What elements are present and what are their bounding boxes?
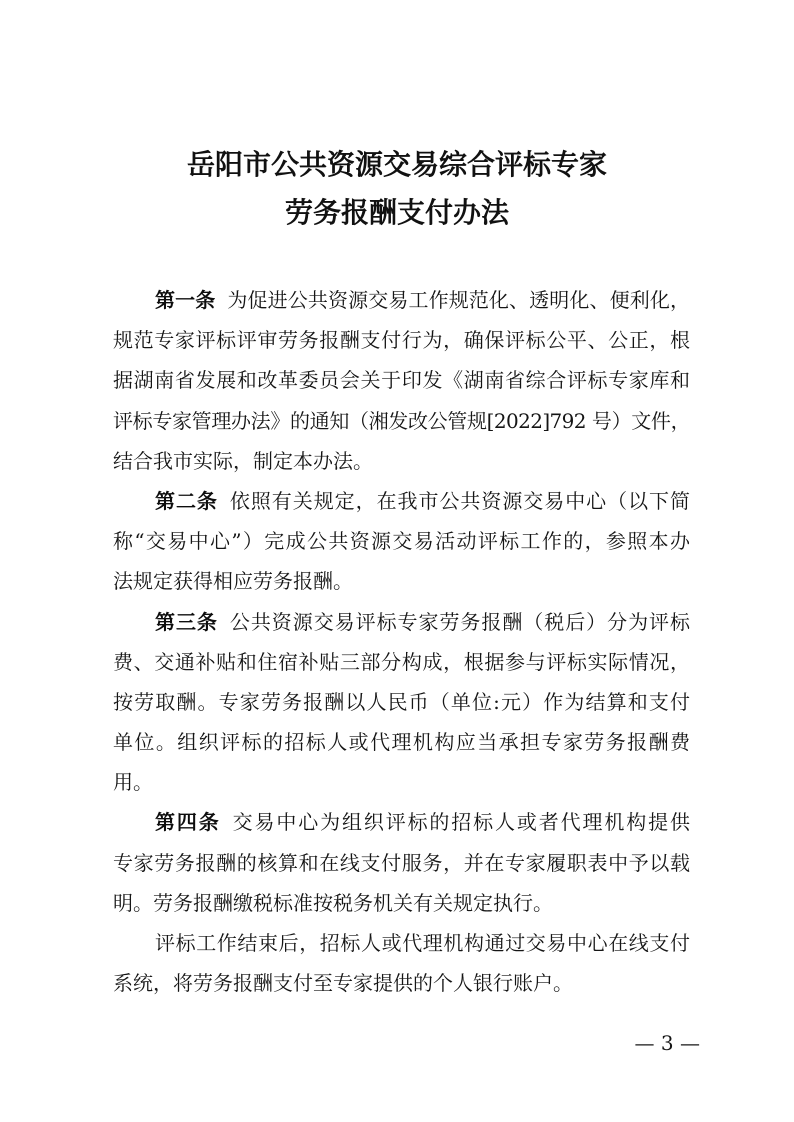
- paragraph-line: 系统，将劳务报酬支付至专家提供的个人银行账户。: [113, 971, 573, 996]
- article-4-paragraph-2: [113, 923, 690, 1003]
- paragraph-line: 结合我市实际，制定本办法。: [113, 448, 373, 473]
- paragraph-line: 费、交通补贴和住宿补贴三部分构成，根据参与评标实际情况，: [113, 649, 690, 674]
- paragraph-line: [113, 802, 690, 842]
- article-3: [113, 602, 690, 803]
- paragraph-line: [113, 602, 690, 642]
- paragraph-line: 规范专家评标评审劳务报酬支付行为，确保评标公平、公正，根: [113, 328, 690, 353]
- document-body: [113, 280, 690, 1003]
- paragraph-line: [113, 481, 690, 521]
- article-1: [113, 280, 690, 481]
- article-label: 第四条: [155, 810, 221, 835]
- line-text: 依照有关规定，在我市公共资源交易中心（以下简: [229, 488, 690, 513]
- article-4: [113, 802, 690, 923]
- paragraph-line: 专家劳务报酬的核算和在线支付服务，并在专家履职表中予以载: [113, 850, 690, 875]
- title-line-1: 岳阳市公共资源交易综合评标专家: [186, 148, 607, 181]
- paragraph-line: 称“交易中心”）完成公共资源交易活动评标工作的，参照本办: [113, 529, 690, 554]
- title-line-2: 劳务报酬支付办法: [284, 196, 509, 229]
- article-label: 第三条: [155, 609, 218, 634]
- paragraph-line: 据湖南省发展和改革委员会关于印发《湖南省综合评标专家库和: [113, 368, 690, 393]
- paragraph-line: 用。: [113, 770, 153, 795]
- paragraph-line: 评标工作结束后，招标人或代理机构通过交易中心在线支付: [155, 931, 690, 955]
- document-title: [0, 141, 794, 237]
- paragraph-line: 法规定获得相应劳务报酬。: [113, 569, 353, 594]
- line-text: 交易中心为组织评标的招标人或者代理机构提供: [232, 810, 691, 835]
- article-label: 第二条: [155, 488, 218, 513]
- paragraph-line: 单位。组织评标的招标人或代理机构应当承担专家劳务报酬费: [113, 730, 690, 755]
- paragraph-line: 评标专家管理办法》的通知（湘发改公管规[2022]792 号）文件，: [113, 408, 690, 433]
- page-number: — 3 —: [634, 1031, 700, 1055]
- paragraph-line: 明。劳务报酬缴税标准按税务机关有关规定执行。: [113, 890, 553, 915]
- article-label: 第一条: [155, 288, 216, 312]
- paragraph-line: 按劳取酬。专家劳务报酬以人民币（单位:元）作为结算和支付: [113, 689, 690, 714]
- paragraph-line: [113, 280, 690, 320]
- line-text: 公共资源交易评标专家劳务报酬（税后）分为评标: [229, 609, 690, 634]
- line-text: 为促进公共资源交易工作规范化、透明化、便利化，: [227, 288, 691, 312]
- article-2: [113, 481, 690, 602]
